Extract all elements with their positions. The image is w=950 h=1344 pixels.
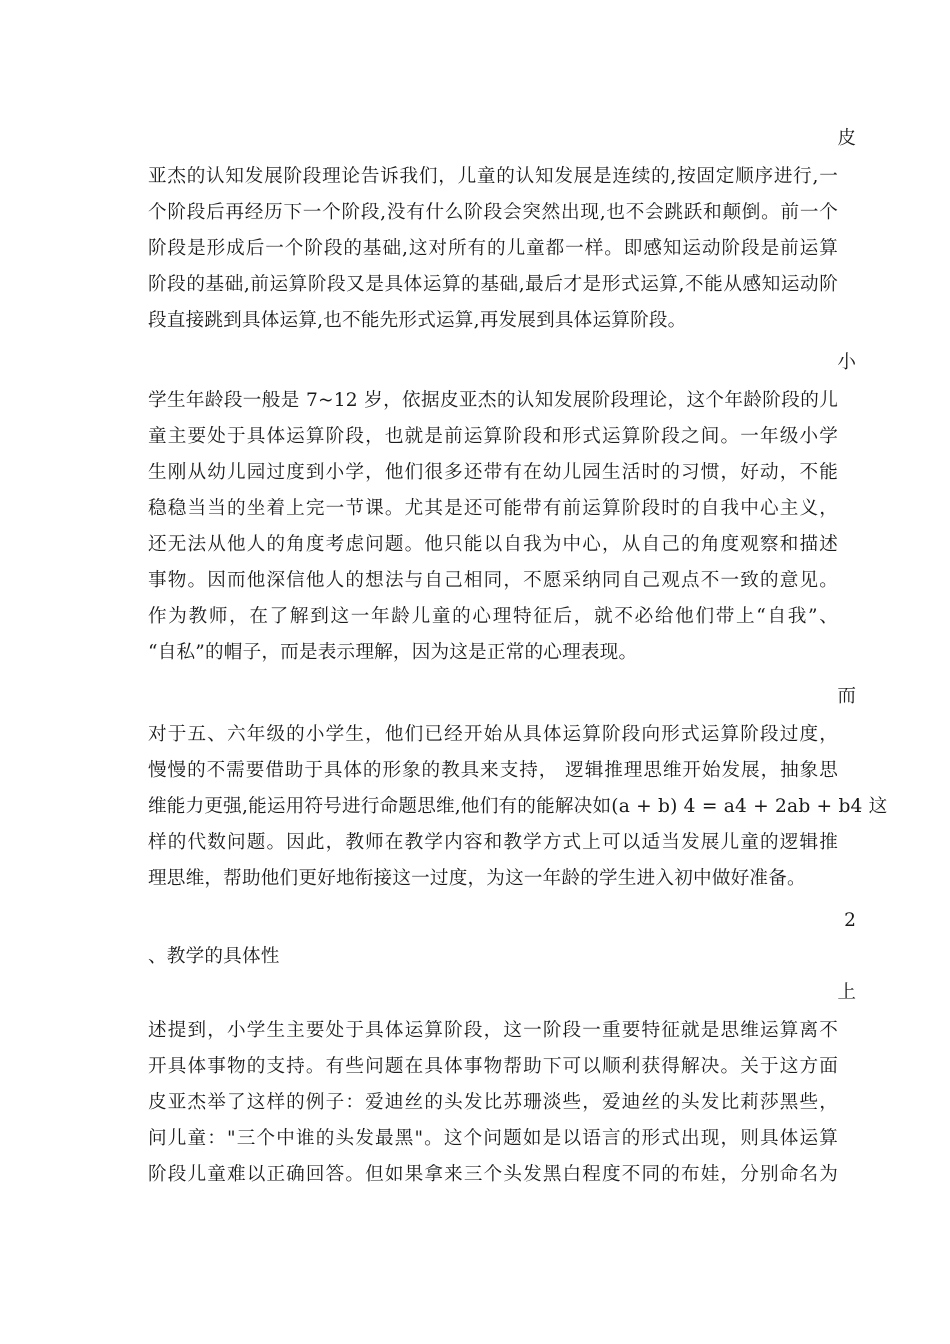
text-line: 皮亚杰举了这样的例子：爱迪丝的头发比苏珊淡些，爱迪丝的头发比莉莎黑些， (148, 1092, 838, 1113)
text-line: 稳稳当当的坐着上完一节课。尤其是还可能带有前运算阶段时的自我中心主义， (148, 498, 838, 519)
text-line: 阶段是形成后一个阶段的基础,这对所有的儿童都一样。即感知运动阶段是前运算 (148, 238, 838, 259)
text-line: 个阶段后再经历下一个阶段,没有什么阶段会突然出现,也不会跳跃和颠倒。前一个 (148, 202, 838, 223)
text-line: 样的代数问题。因此，教师在教学内容和教学方式上可以适当发展儿童的逻辑推 (148, 832, 838, 853)
text-line: 亚杰的认知发展阶段理论告诉我们，儿童的认知发展是连续的,按固定顺序进行,一 (148, 166, 838, 187)
text-line: 学生年龄段一般是 7~12 岁，依据皮亚杰的认知发展阶段理论，这个年龄阶段的儿 (148, 390, 838, 411)
paragraph-marker: 而 (837, 686, 856, 707)
paragraph-marker: 皮 (837, 128, 856, 149)
paragraph-marker: 小 (837, 352, 856, 373)
text-line: 还无法从他人的角度考虑问题。他只能以自我为中心，从自己的角度观察和描述 (148, 534, 838, 555)
text-line: 童主要处于具体运算阶段，也就是前运算阶段和形式运算阶段之间。一年级小学 (148, 426, 838, 447)
text-line: 维能力更强,能运用符号进行命题思维,他们有的能解决如(a + b) 4 = a4 + 2ab + b4 这 (148, 796, 888, 817)
text-line: 阶段的基础,前运算阶段又是具体运算的基础,最后才是形式运算,不能从感知运动阶 (148, 274, 838, 295)
text-line: 事物。因而他深信他人的想法与自己相同，不愿采纳同自己观点不一致的意见。 (148, 570, 838, 591)
text-line: 段直接跳到具体运算,也不能先形式运算,再发展到具体运算阶段。 (148, 310, 687, 331)
text-line: 问儿童："三个中谁的头发最黑"。这个问题如是以语言的形式出现，则具体运算 (148, 1128, 838, 1149)
text-line: 作为教师，在了解到这一年龄儿童的心理特征后，就不必给他们带上“自我”、 (148, 606, 838, 627)
text-line: 阶段儿童难以正确回答。但如果拿来三个头发黑白程度不同的布娃，分别命名为 (148, 1164, 838, 1185)
text-line: 对于五、六年级的小学生，他们已经开始从具体运算阶段向形式运算阶段过度， (148, 724, 838, 745)
text-line: 开具体事物的支持。有些问题在具体事物帮助下可以顺利获得解决。关于这方面 (148, 1056, 838, 1077)
text-line: 生刚从幼儿园过度到小学，他们很多还带有在幼儿园生活时的习惯，好动，不能 (148, 462, 838, 483)
text-line: 慢慢的不需要借助于具体的形象的教具来支持， 逻辑推理思维开始发展，抽象思 (148, 760, 838, 781)
section-number: 2 (844, 910, 856, 931)
section-heading: 、教学的具体性 (148, 946, 280, 967)
paragraph-marker: 上 (837, 982, 856, 1003)
text-line: 理思维，帮助他们更好地衔接这一过度，为这一年龄的学生进入初中做好准备。 (148, 868, 806, 889)
text-line: “自私”的帽子，而是表示理解，因为这是正常的心理表现。 (148, 642, 638, 663)
text-line: 述提到，小学生主要处于具体运算阶段，这一阶段一重要特征就是思维运算离不 (148, 1020, 838, 1041)
